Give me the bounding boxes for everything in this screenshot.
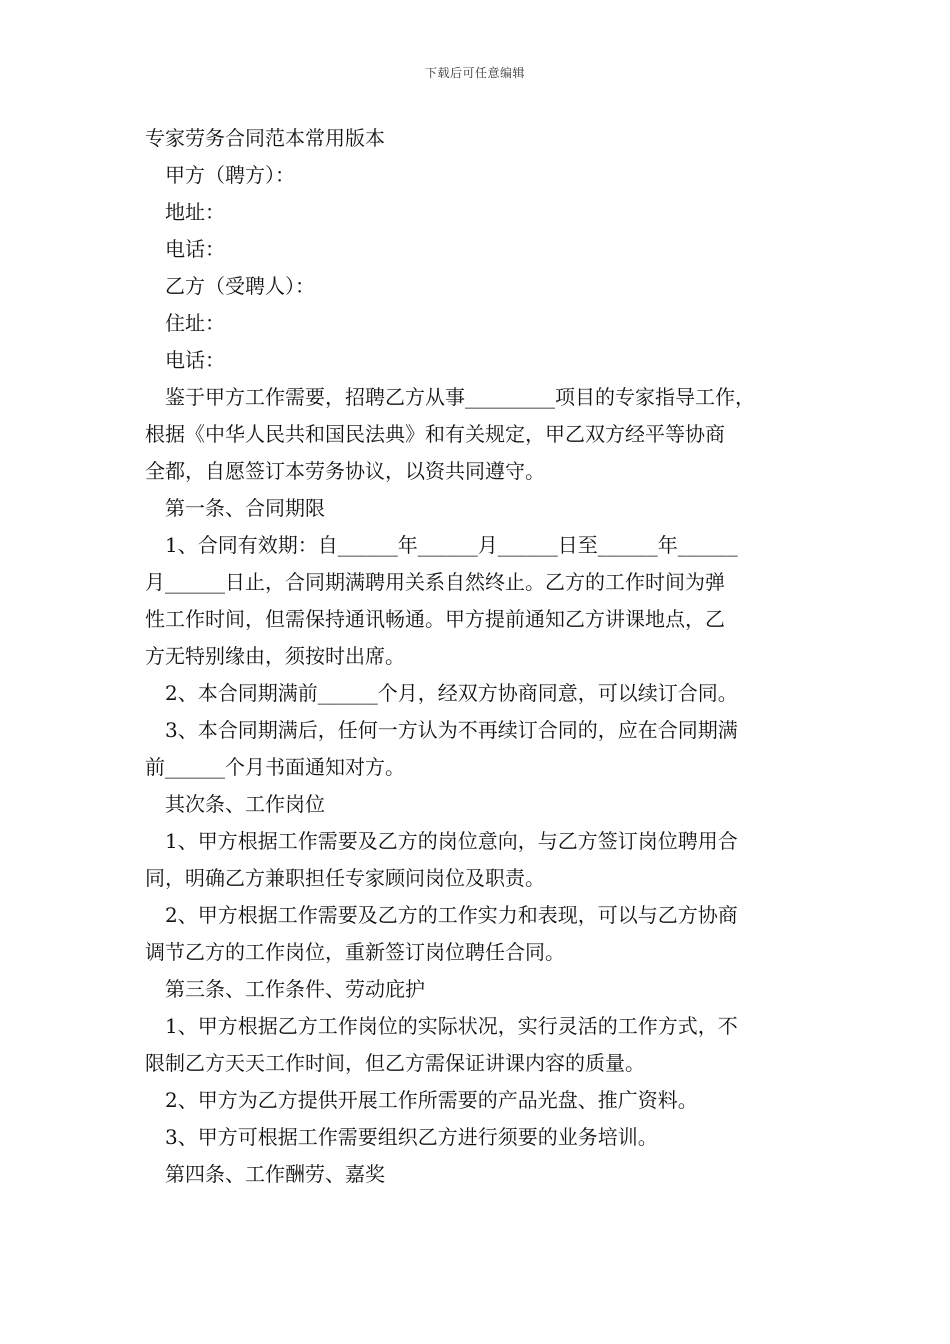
article-1-item-3 — [145, 712, 807, 786]
article-2-item-2 — [145, 897, 807, 971]
preamble-line: 全都，自愿签订本劳务协议，以资共同遵守。 — [145, 459, 545, 483]
party-a-phone: 电话： — [165, 237, 225, 261]
article-4-heading: 第四条、工作酬劳、嘉奖 — [165, 1162, 385, 1186]
preamble-line: 根据《中华人民共和国民法典》和有关规定，甲乙双方经平等协商 — [145, 422, 725, 446]
article-line: 1、甲方根据工作需要及乙方的岗位意向，与乙方签订岗位聘用合 — [165, 829, 738, 853]
article-line: 同，明确乙方兼职担任专家顾问岗位及职责。 — [145, 866, 545, 890]
article-line: 月______日止，合同期满聘用关系自然终止。乙方的工作时间为弹 — [145, 570, 725, 594]
article-3-item-3: 3、甲方可根据工作需要组织乙方进行须要的业务培训。 — [165, 1125, 658, 1149]
article-3-item-2: 2、甲方为乙方提供开展工作所需要的产品光盘、推广资料。 — [165, 1088, 698, 1112]
article-line: 方无特别缘由，须按时出席。 — [145, 644, 405, 668]
article-line: 3、本合同期满后，任何一方认为不再续订合同的，应在合同期满 — [165, 718, 738, 742]
article-line: 前______个月书面通知对方。 — [145, 755, 405, 779]
party-b-phone: 电话： — [165, 348, 225, 372]
document-title: 专家劳务合同范本常用版本 — [145, 126, 385, 150]
article-line: 性工作时间，但需保持通讯畅通。甲方提前通知乙方讲课地点，乙 — [145, 607, 725, 631]
article-line: 限制乙方天天工作时间，但乙方需保证讲课内容的质量。 — [145, 1051, 645, 1075]
article-3-item-1 — [145, 1008, 807, 1082]
party-a-address: 地址： — [165, 200, 225, 224]
party-b-label: 乙方（受聘人）： — [165, 274, 315, 298]
article-line: 1、甲方根据乙方工作岗位的实际状况，实行灵活的工作方式，不 — [165, 1014, 738, 1038]
preamble-line: 鉴于甲方工作需要，招聘乙方从事_________项目的专家指导工作， — [165, 385, 755, 409]
article-1-heading: 第一条、合同期限 — [165, 496, 325, 520]
article-1-item-1 — [145, 527, 807, 675]
header-note: 下载后可任意编辑 — [424, 66, 525, 80]
article-2-heading: 其次条、工作岗位 — [165, 792, 325, 816]
article-1-item-2: 2、本合同期满前______个月，经双方协商同意，可以续订合同。 — [165, 681, 738, 705]
document-body — [145, 120, 807, 1193]
article-3-heading: 第三条、工作条件、劳动庇护 — [165, 977, 425, 1001]
party-a-label: 甲方（聘方）： — [165, 163, 295, 187]
preamble-paragraph — [145, 379, 807, 490]
article-2-item-1 — [145, 823, 807, 897]
article-line: 1、合同有效期：自______年______月______日至______年______ — [165, 533, 738, 557]
article-line: 调节乙方的工作岗位，重新签订岗位聘任合同。 — [145, 940, 565, 964]
article-line: 2、甲方根据工作需要及乙方的工作实力和表现，可以与乙方协商 — [165, 903, 738, 927]
party-b-address: 住址： — [165, 311, 225, 335]
